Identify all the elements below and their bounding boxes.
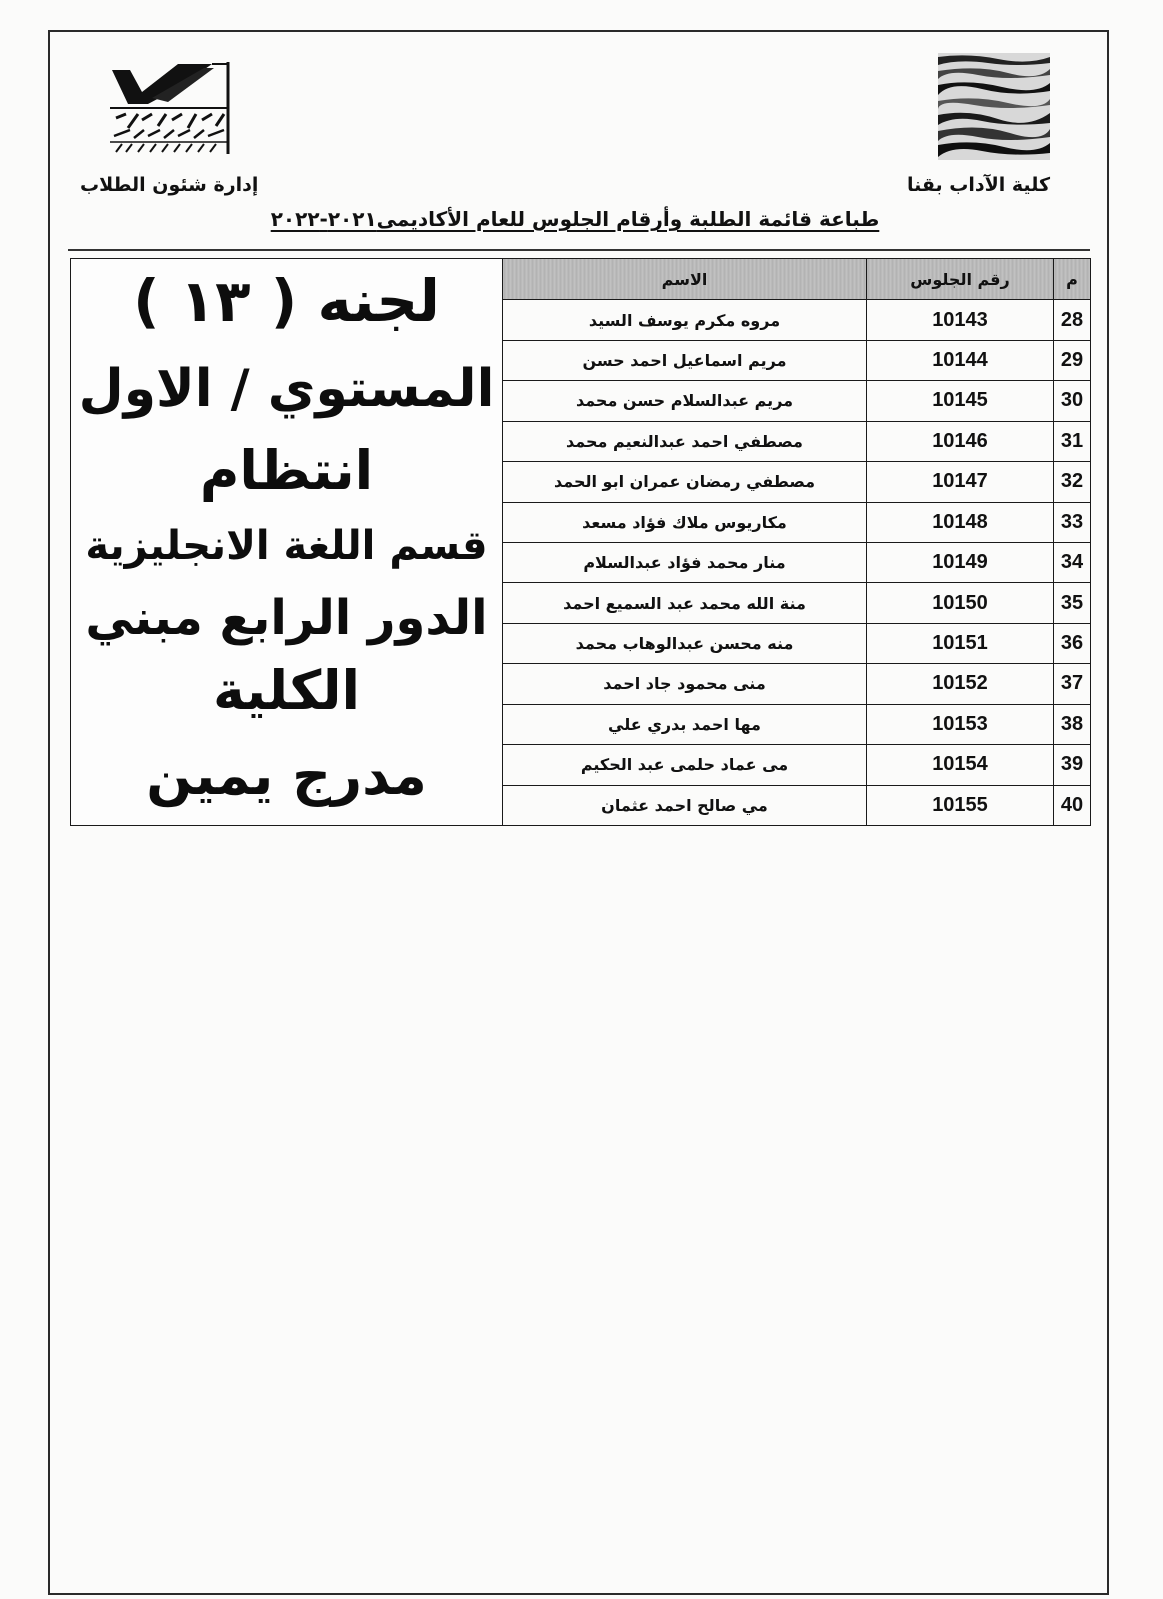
student-name: منة الله محمد عبد السميع احمد	[503, 583, 867, 623]
row-index: 28	[1054, 300, 1091, 340]
row-index: 33	[1054, 502, 1091, 542]
student-name: مى عماد حلمى عبد الحكيم	[503, 745, 867, 785]
committee-level: المستوي / الاول	[78, 359, 495, 419]
faculty-emblem-icon	[108, 58, 236, 158]
striped-emblem-icon	[938, 53, 1050, 160]
header-divider	[68, 249, 1090, 251]
department-name: إدارة شئون الطلاب	[80, 174, 259, 196]
student-name: منه محسن عبدالوهاب محمد	[503, 623, 867, 663]
student-name: مها احمد بدري علي	[503, 704, 867, 744]
faculty-name: كلية الآداب بقنا	[906, 174, 1050, 196]
row-index: 34	[1054, 542, 1091, 582]
seat-number: 10146	[867, 421, 1054, 461]
committee-info-cell	[71, 259, 503, 826]
seat-number: 10151	[867, 623, 1054, 663]
row-index: 30	[1054, 381, 1091, 421]
student-name: مصطفي احمد عبدالنعيم محمد	[503, 421, 867, 461]
row-index: 31	[1054, 421, 1091, 461]
student-name: مكاريوس ملاك فؤاد مسعد	[503, 502, 867, 542]
seat-number: 10153	[867, 704, 1054, 744]
seat-number: 10149	[867, 542, 1054, 582]
seat-number: 10150	[867, 583, 1054, 623]
seat-number: 10152	[867, 664, 1054, 704]
table-header-row	[71, 259, 1091, 300]
seat-number: 10144	[867, 340, 1054, 380]
column-header-index: م	[1054, 259, 1091, 300]
student-name: مروه مكرم يوسف السيد	[503, 300, 867, 340]
row-index: 37	[1054, 664, 1091, 704]
column-header-seat-number: رقم الجلوس	[867, 259, 1054, 300]
row-index: 36	[1054, 623, 1091, 663]
committee-info	[71, 259, 502, 825]
student-name: مريم اسماعيل احمد حسن	[503, 340, 867, 380]
student-name: منار محمد فؤاد عبدالسلام	[503, 542, 867, 582]
seat-number: 10154	[867, 745, 1054, 785]
seating-table	[70, 258, 1091, 826]
committee-number: لجنه ( ١٣ )	[133, 267, 440, 335]
seat-number: 10155	[867, 785, 1054, 826]
row-index: 35	[1054, 583, 1091, 623]
row-index: 38	[1054, 704, 1091, 744]
column-header-name: الاسم	[503, 259, 867, 300]
row-index: 32	[1054, 462, 1091, 502]
row-index: 29	[1054, 340, 1091, 380]
committee-department: قسم اللغة الانجليزية	[85, 523, 488, 569]
row-index: 40	[1054, 785, 1091, 826]
student-name: مصطفي رمضان عمران ابو الحمد	[503, 462, 867, 502]
committee-hall: مدرج يمين	[146, 744, 427, 807]
document-title: طباعة قائمة الطلبة وأرقام الجلوس للعام الأكاديمى٢٠٢١-٢٠٢٢	[270, 207, 880, 231]
committee-floor: الدور الرابع مبني	[85, 590, 488, 646]
seat-number: 10143	[867, 300, 1054, 340]
seat-number: 10147	[867, 462, 1054, 502]
committee-building: الكلية	[212, 659, 361, 722]
seat-number: 10145	[867, 381, 1054, 421]
student-name: منى محمود جاد احمد	[503, 664, 867, 704]
student-name: مريم عبدالسلام حسن محمد	[503, 381, 867, 421]
student-name: مي صالح احمد عثمان	[503, 785, 867, 826]
row-index: 39	[1054, 745, 1091, 785]
committee-enrollment-type: انتظام	[199, 439, 374, 502]
seat-number: 10148	[867, 502, 1054, 542]
